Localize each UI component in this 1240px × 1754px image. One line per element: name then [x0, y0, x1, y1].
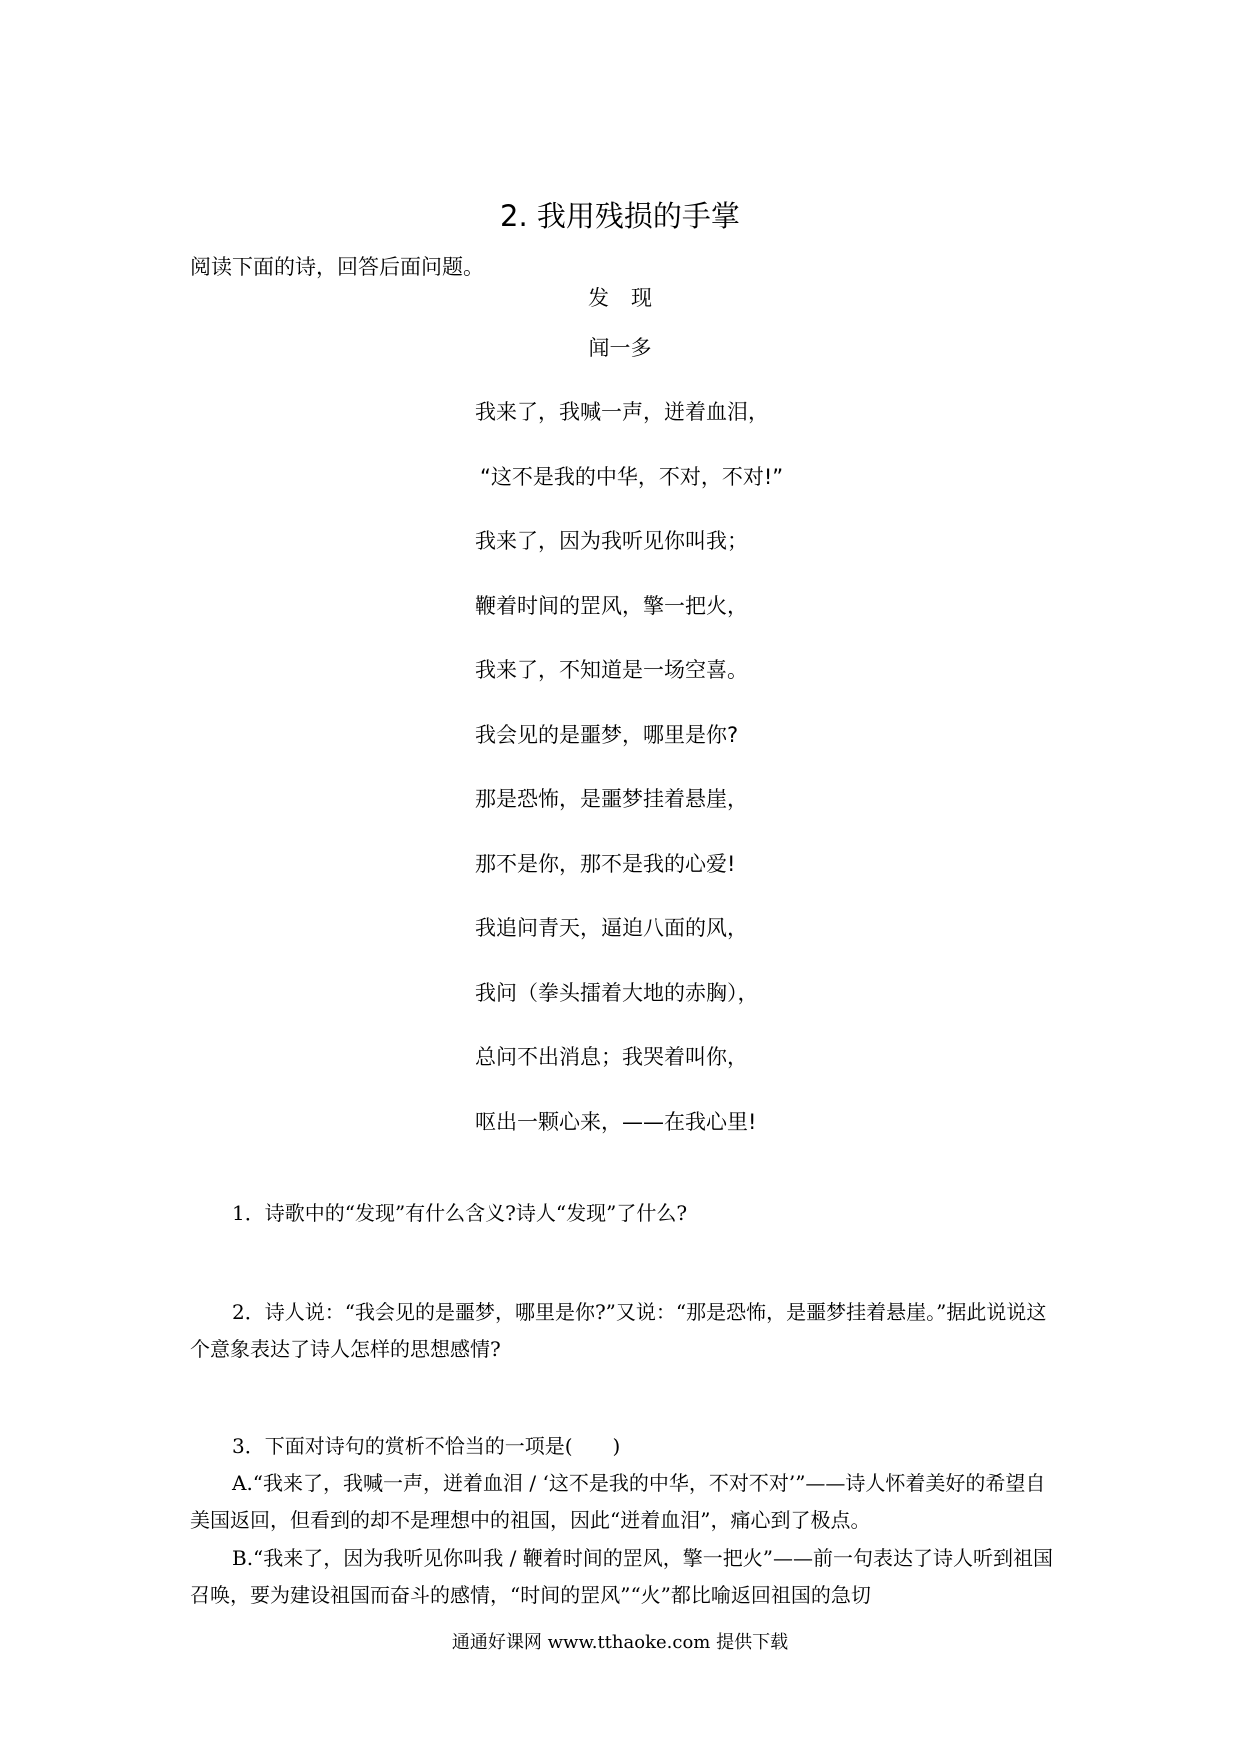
option-a: A.“我来了，我喊一声，迸着血泪 / ‘这不是我的中华，不对不对’”——诗人怀着美好的希望自美国返回，但看到的却不是理想中的祖国，因此“迸着血泪”，痛心到了极点。 [190, 1471, 1046, 1532]
poem-line: 那不是你，那不是我的心爱! [475, 851, 736, 876]
poem-line: 我来了，不知道是一场空喜。 [475, 658, 748, 682]
page-footer: 通通好课网 www.tthaoke.com 提供下载 [451, 1632, 789, 1653]
poem-line: 我来了，因为我听见你叫我； [475, 529, 748, 553]
question-2: 2．诗人说：“我会见的是噩梦，哪里是你?”又说：“那是恐怖，是噩梦挂着悬崖。”据此说说这个意象表达了诗人怎样的思想感情? [190, 1300, 1047, 1361]
question-3: 3．下面对诗句的赏析不恰当的一项是( ) [232, 1434, 621, 1458]
instruction-text: 阅读下面的诗，回答后面问题。 [190, 255, 484, 279]
poem-line: 呕出一颗心来，——在我心里! [475, 1109, 757, 1134]
poem-title: 发现 [588, 286, 674, 310]
poem-author: 闻一多 [588, 336, 652, 360]
poem-line: 鞭着时间的罡风，擎一把火， [475, 593, 748, 618]
option-b: B.“我来了，因为我听见你叫我 / 鞭着时间的罡风，擎一把火”——前一句表达了诗人听到祖国召唤，要为建设祖国而奋斗的感情，“时间的罡风”“火”都比喻返回祖国的急切 [190, 1546, 1053, 1607]
poem-line: 我追问青天，逼迫八面的风， [475, 916, 748, 940]
poem-line: 我来了，我喊一声，迸着血泪， [475, 400, 769, 424]
poem-line: 我问（拳头擂着大地的赤胸）， [475, 980, 759, 1005]
poem-line: “这不是我的中华，不对，不对!” [480, 464, 784, 489]
poem-line: 总问不出消息；我哭着叫你， [475, 1045, 748, 1069]
poem-line: 我会见的是噩梦，哪里是你? [475, 722, 739, 747]
page-title: 2. 我用残损的手掌 [500, 199, 740, 233]
poem-line: 那是恐怖，是噩梦挂着悬崖， [475, 787, 748, 811]
question-1: 1．诗歌中的“发现”有什么含义?诗人“发现”了什么? [232, 1201, 688, 1225]
poem-body [475, 394, 975, 1168]
